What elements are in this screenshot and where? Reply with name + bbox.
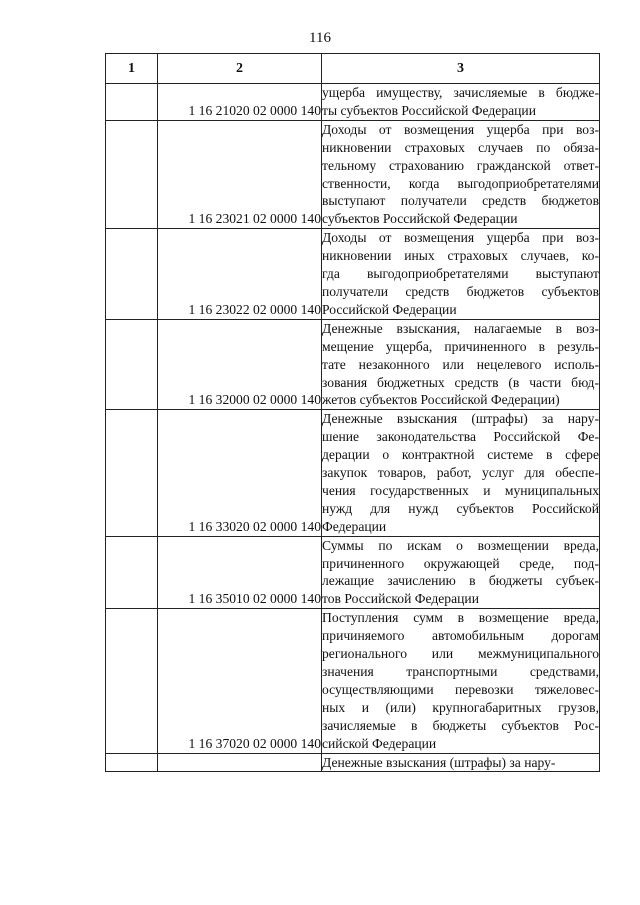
description-line: никновении страховых случаев по обяза- — [322, 139, 599, 155]
cell-empty — [106, 84, 158, 121]
table-row — [106, 319, 600, 410]
description-line: причиненного окружающей среде, под- — [322, 555, 599, 571]
revenue-code-cell: 1 16 37020 02 0000 140 — [158, 609, 322, 753]
description-line: значения транспортными средствами, — [322, 664, 599, 679]
description-line: Денежные взыскания (штрафы) за нару- — [322, 411, 599, 427]
description-line: регионального или межмуниципального — [322, 646, 599, 662]
description-line: шение законодательства Российской Фе- — [322, 429, 599, 445]
cell-empty — [106, 229, 158, 320]
description-line: закупок товаров, работ, услуг для обеспе- — [322, 465, 599, 481]
description-line: выступают получатели средств бюджетов — [322, 193, 599, 209]
revenue-description-cell — [322, 229, 600, 320]
budget-revenue-table — [105, 53, 600, 772]
revenue-code-cell — [158, 753, 322, 772]
description-line: дерации о контрактной системе в сфере — [322, 447, 599, 463]
description-line: Федерации — [322, 518, 387, 534]
description-line: ственности, когда выгодоприобретателями — [322, 175, 599, 191]
description-line: никновении иных страховых случаев, ко- — [322, 248, 599, 264]
cell-empty — [106, 609, 158, 753]
description-line: осуществляющими перевозки тяжеловес- — [322, 681, 599, 697]
description-line: зования бюджетных средств (в части бюд- — [322, 374, 599, 390]
table-row — [106, 609, 600, 753]
header-col-1: 1 — [106, 54, 158, 84]
description-line: ных и (или) крупногабаритных грузов, — [322, 699, 599, 715]
description-line: получатели средств бюджетов субъектов — [322, 283, 599, 299]
description-line: ты субъектов Российской Федерации — [322, 102, 536, 118]
description-line: жетов субъектов Российской Федерации) — [322, 392, 560, 408]
description-line: Денежные взыскания, налагаемые в воз- — [322, 320, 599, 336]
description-line: лежащие зачислению в бюджеты субъек- — [322, 573, 599, 589]
description-line: гда выгодоприобретателями выступают — [322, 266, 599, 282]
description-line: зачисляемые в бюджеты субъектов Рос- — [322, 717, 599, 733]
revenue-code-cell: 1 16 32000 02 0000 140 — [158, 319, 322, 410]
table-header-row — [106, 54, 600, 84]
table-body — [106, 84, 600, 772]
revenue-description-cell — [322, 319, 600, 410]
description-line: Российской Федерации — [322, 301, 457, 317]
table-row — [106, 229, 600, 320]
table-row — [106, 120, 600, 228]
cell-empty — [106, 410, 158, 536]
description-line: ущерба имуществу, зачисляемые в бюдже- — [322, 85, 599, 100]
table-row — [106, 84, 600, 121]
cell-empty — [106, 319, 158, 410]
revenue-code-cell: 1 16 21020 02 0000 140 — [158, 84, 322, 121]
description-line: нужд для нужд субъектов Российской — [322, 500, 599, 516]
revenue-description-cell — [322, 84, 600, 121]
cell-empty — [106, 536, 158, 609]
revenue-code-cell: 1 16 23022 02 0000 140 — [158, 229, 322, 320]
cell-empty — [106, 120, 158, 228]
description-line: мещение ущерба, причиненного в резуль- — [322, 338, 599, 354]
revenue-description-cell — [322, 753, 600, 772]
table-row — [106, 753, 600, 772]
description-line: Доходы от возмещения ущерба при воз- — [322, 230, 599, 246]
table-row — [106, 410, 600, 536]
description-line: чения государственных и муниципальных — [322, 482, 599, 498]
table-row — [106, 536, 600, 609]
description-line: Поступления сумм в возмещение вреда, — [322, 610, 599, 626]
description-line: сийской Федерации — [322, 735, 437, 751]
cell-empty — [106, 753, 158, 772]
header-col-3: 3 — [322, 54, 600, 84]
description-line: тельному страхованию гражданской ответ- — [322, 157, 599, 173]
revenue-description-cell — [322, 410, 600, 536]
description-line: тате незаконного или нецелевого исполь- — [322, 356, 599, 372]
description-line: тов Российской Федерации — [322, 591, 479, 607]
description-line: Суммы по искам о возмещении вреда, — [322, 537, 599, 553]
revenue-description-cell — [322, 609, 600, 753]
revenue-code-cell: 1 16 23021 02 0000 140 — [158, 120, 322, 228]
revenue-code-cell: 1 16 35010 02 0000 140 — [158, 536, 322, 609]
revenue-code-cell: 1 16 33020 02 0000 140 — [158, 410, 322, 536]
header-col-2: 2 — [158, 54, 322, 84]
description-line: субъектов Российской Федерации — [322, 211, 518, 227]
description-line: Доходы от возмещения ущерба при воз- — [322, 121, 599, 137]
description-line: Денежные взыскания (штрафы) за нару- — [322, 754, 556, 770]
page-number: 116 — [309, 30, 331, 46]
revenue-description-cell — [322, 536, 600, 609]
description-line: причиняемого автомобильным дорогам — [322, 628, 599, 644]
revenue-description-cell — [322, 120, 600, 228]
